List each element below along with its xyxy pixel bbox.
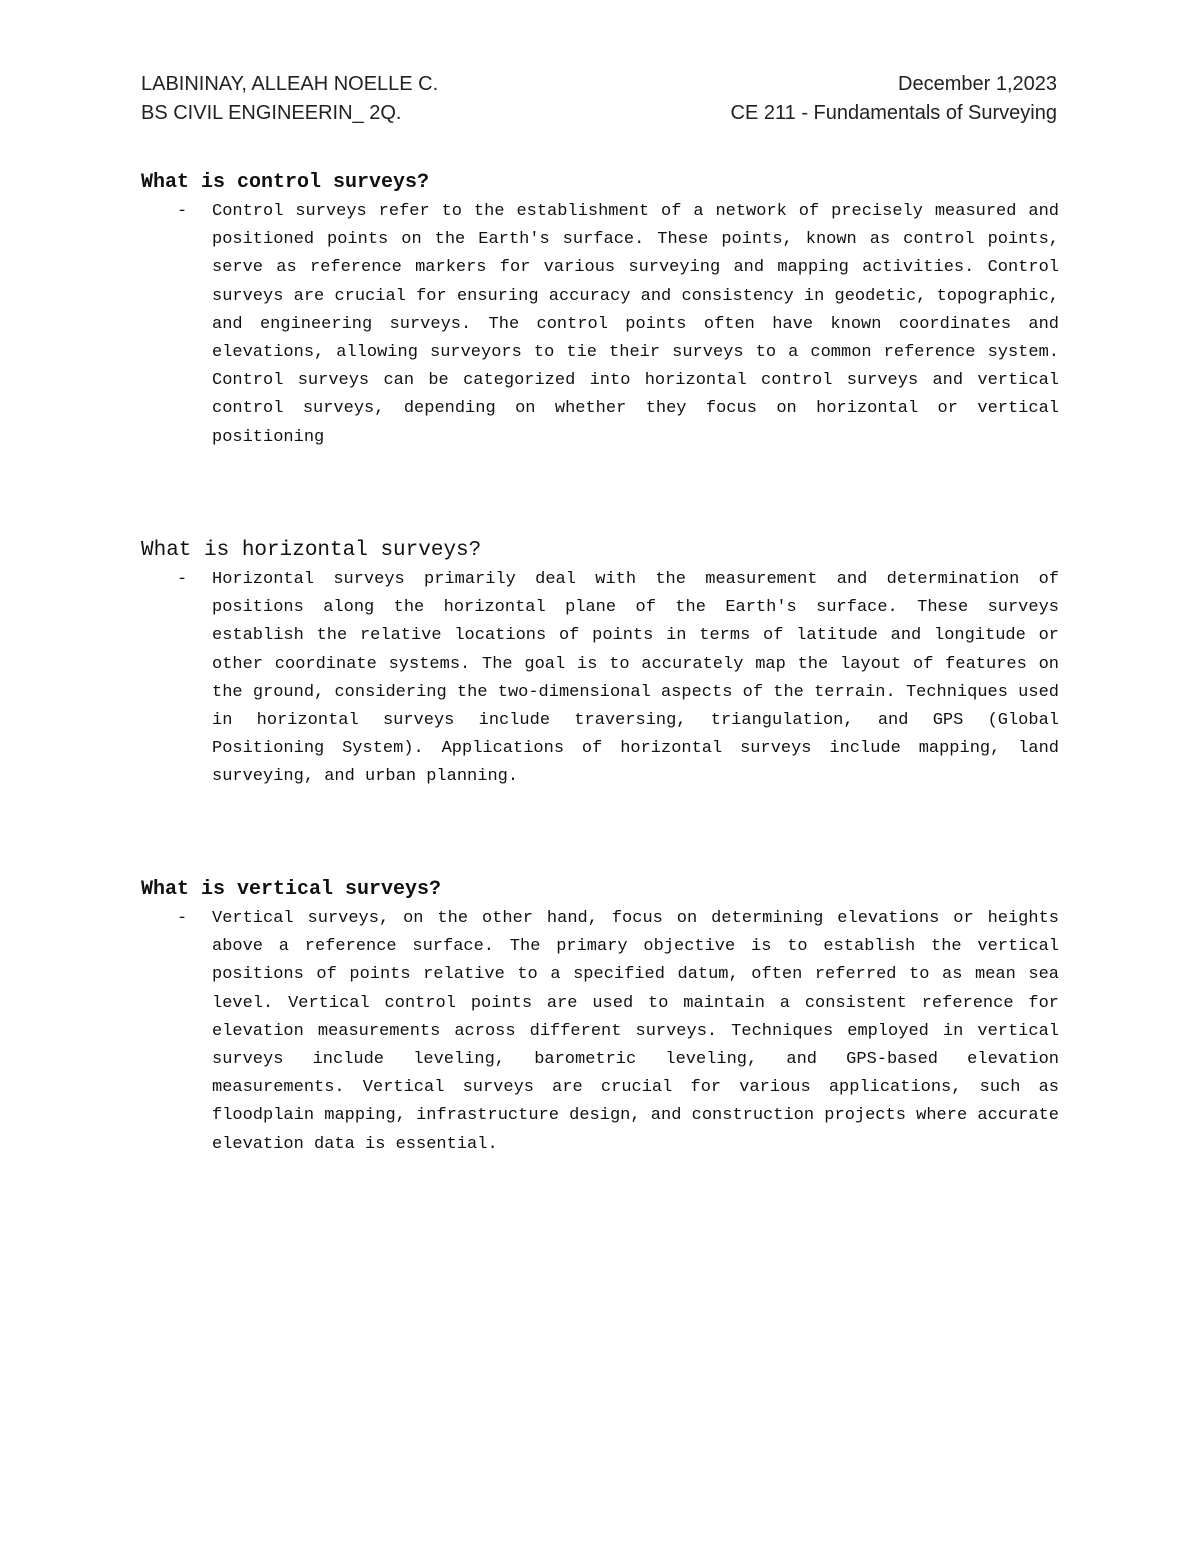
answer-bullet (141, 198, 1059, 452)
section-horizontal-surveys (141, 537, 1059, 792)
answer-text: Vertical surveys, on the other hand, focus on determining elevations or heights above a reference surface. The primary objective is to establish the vertical positions of points relative to a specified datum, often referred to as mean sea level. Vertical control points are used to maintain a consistent reference for elevation measurements across different surveys. Techniques employed in vertical surveys include leveling, barometric leveling, and GPS-based elevation measurements. Vertical surveys are crucial for various applications, such as floodplain mapping, infrastructure design, and construction projects where accurate elevation data is essential. (212, 909, 1059, 1154)
answer-bullet (141, 566, 1059, 792)
section-vertical-surveys (141, 876, 1059, 1159)
student-name: LABININAY, ALLEAH NOELLE C. (141, 73, 439, 95)
section-control-surveys (141, 169, 1059, 452)
dash-bullet: - (177, 570, 188, 589)
course-title: CE 211 - Fundamentals of Surveying (730, 102, 1057, 124)
dash-bullet: - (177, 202, 188, 221)
answer-text: Horizontal surveys primarily deal with the measurement and determination of positions along the horizontal plane of the Earth's surface. These surveys establish the relative locations of points in terms of latitude and longitude or other coordinate systems. The goal is to accurately map the layout of features on the ground, considering the two-dimensional aspects of the terrain. Techniques used in horizontal surveys include traversing, triangulation, and GPS (Global Positioning System). Applications of horizontal surveys include mapping, land surveying, and urban planning. (212, 570, 1059, 787)
answer-text: Control surveys refer to the establishment of a network of precisely measured and positioned points on the Earth's surface. These points, known as control points, serve as reference markers for various surveying and mapping activities. Control surveys are crucial for ensuring accuracy and consistency in geodetic, topographic, and engineering surveys. The control points often have known coordinates and elevations, allowing surveyors to tie their surveys to a common reference system. Control surveys can be categorized into horizontal control surveys and vertical control surveys, depending on whether they focus on horizontal or vertical positioning (212, 202, 1059, 447)
header-row-1 (141, 70, 1057, 99)
answer-bullet (141, 905, 1059, 1159)
header-row-2 (141, 99, 1057, 128)
question-heading: What is control surveys? (141, 171, 430, 194)
question-heading: What is horizontal surveys? (141, 539, 482, 562)
program-section: BS CIVIL ENGINEERIN_ 2Q. (141, 102, 402, 124)
submission-date: December 1,2023 (898, 73, 1057, 95)
question-heading: What is vertical surveys? (141, 878, 442, 901)
document-header (141, 70, 1057, 128)
dash-bullet: - (177, 909, 188, 928)
